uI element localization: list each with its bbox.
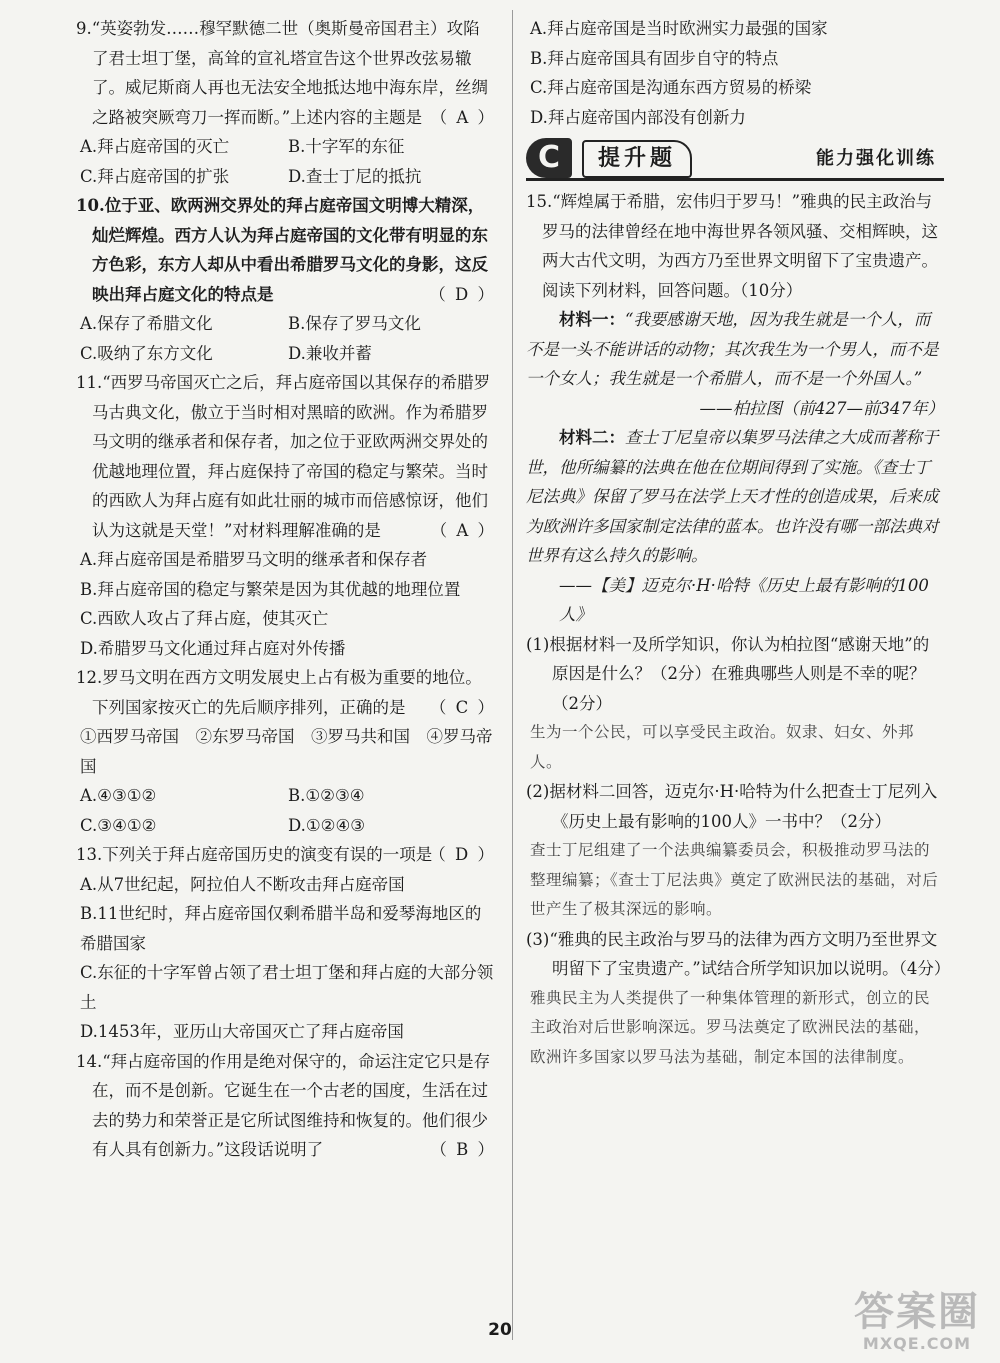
question-9-text: 9.“英姿勃发……穆罕默德二世（奥斯曼帝国君主）攻陷了君士坦丁堡，高耸的宣礼塔宣告这个世界改弦易辙了。威尼斯商人再也无法安全地抵达地中海东岸，丝绸之路被突厥弯刀一挥而断。”上述内容的主题是 (76, 19, 488, 127)
question-14-text: 14.“拜占庭帝国的作用是绝对保守的，命运注定它只是存在，而不是创新。它诞生在一个古老的国度，生活在过去的势力和荣誉正是它所试图维持和恢复的。他们很少有人具有创新力。”这段话说明了 (76, 1051, 491, 1159)
question-11-answer: （ A ） (430, 520, 496, 540)
option-b: B.11世纪时，拜占庭帝国仅剩希腊半岛和爱琴海地区的希腊国家 (80, 904, 482, 953)
option-a: A.拜占庭帝国是希腊罗马文明的继承者和保存者 (80, 550, 428, 569)
question-12-answer: （ C ） (429, 697, 496, 717)
question-14-option-b: B.拜占庭帝国具有固步自守的特点 (530, 48, 779, 68)
option-c: C.东征的十字军曾占领了君士坦丁堡和拜占庭的大部分领土 (80, 963, 494, 1012)
material-1-text: “我要感谢天地，因为我生就是一个人，而不是一头不能讲话的动物；其次我生为一个男人，而不是一个女人；我生就是一个希腊人，而不是一个外国人。” (526, 310, 939, 388)
option-a: A.从7世纪起，阿拉伯人不断攻击拜占庭帝国 (80, 874, 405, 894)
option-c: C.西欧人攻占了拜占庭，使其灭亡 (80, 609, 329, 628)
question-12 (76, 663, 496, 840)
sub-answer-1: 生为一个公民，可以享受民主政治。奴隶、妇女、外邦人。 (530, 723, 915, 771)
material-2-label: 材料二： (559, 428, 625, 447)
page-number: 20 (488, 1320, 512, 1340)
sub-question-2: (2)据材料二回答，迈克尔·H·哈特为什么把查士丁尼列入《历史上最有影响的100人》一书中？（2分） (526, 782, 938, 831)
option-b: B.拜占庭帝国的稳定与繁荣是因为其优越的地理位置 (80, 579, 461, 599)
sub-answer-2: 查士丁尼组建了一个法典编纂委员会，积极推动罗马法的整理编纂；《查士丁尼法典》奠定了欧洲民法的基础，对后世产生了极其深远的影响。 (530, 841, 939, 918)
material-1-label: 材料一： (559, 310, 625, 329)
option-d: D.希腊罗马文化通过拜占庭对外传播 (80, 638, 346, 658)
option-a: A.保存了希腊文化 (80, 314, 213, 333)
question-11-text: 11.“西罗马帝国灭亡之后，拜占庭帝国以其保存的希腊罗马古典文化，傲立于当时相对黑暗的欧洲。作为希腊罗马文明的继承者和保存者，加之位于亚欧两洲交界处的优越地理位置，拜占庭保持了帝国的稳定与繁荣。当时的西欧人为拜占庭有如此壮丽的城市而倍感惊讶，他们认为这就是天堂！”对材料理解准确的是 (76, 373, 491, 540)
option-a: A.拜占庭帝国的灭亡 (80, 137, 230, 156)
option-b: B.①②③④ (288, 786, 365, 805)
option-a: A.④③①② (80, 786, 157, 805)
option-d: D.①②④③ (288, 815, 366, 835)
question-15 (526, 187, 951, 1072)
option-b: B.保存了罗马文化 (288, 314, 421, 333)
question-10 (76, 191, 496, 368)
question-14-answer: （ B ） (430, 1140, 496, 1159)
question-14 (76, 1047, 496, 1165)
question-10-answer: （ D ） (429, 284, 496, 304)
material-2-text: 查士丁尼皇帝以集罗马法律之大成而著称于世，他所编纂的法典在他在位期间得到了实施。《查士丁尼法典》保留了罗马在法学上天才性的创造成果，后来成为欧洲许多国家制定法律的蓝本。也许没有哪一部法典对世界有这么持久的影响。 (526, 428, 939, 565)
watermark-logo (854, 1290, 980, 1353)
section-badge-icon: C (526, 138, 572, 178)
option-d: D.兼收并蓄 (288, 343, 372, 363)
question-9 (76, 14, 496, 191)
option-d: D.查士丁尼的抵抗 (288, 166, 422, 186)
material-2-source: ——【美】迈克尔·H·哈特《历史上最有影响的100人》 (559, 575, 929, 624)
section-title: 提升题 (582, 140, 692, 178)
question-9-options (76, 132, 496, 191)
material-1 (526, 305, 944, 394)
option-c: C.③④①② (80, 815, 157, 835)
watermark-url: MXQE.COM (862, 1334, 972, 1353)
question-14-option-a: A.拜占庭帝国是当时欧洲实力最强的国家 (530, 19, 828, 38)
sub-question-3: (3)“雅典的民主政治与罗马的法律为西方文明乃至世界文明留下了宝贵遗产。”试结合所学知识加以说明。（4分） (526, 929, 951, 978)
question-12-items: ①西罗马帝国 ②东罗马帝国 ③罗马共和国 ④罗马帝国 (80, 727, 493, 776)
question-14-option-d: D.拜占庭帝国内部没有创新力 (530, 107, 746, 127)
right-column (526, 14, 951, 1072)
option-b: B.十字军的东征 (288, 137, 405, 156)
question-12-options (76, 781, 496, 840)
section-banner (526, 138, 944, 181)
sub-question-1: (1)根据材料一及所学知识，你认为柏拉图“感谢天地”的原因是什么？（2分）在雅典哪些人则是不幸的呢？（2分） (526, 634, 930, 713)
material-2 (526, 423, 944, 571)
question-13-text: 13.下列关于拜占庭帝国历史的演变有误的一项是 (76, 845, 433, 864)
question-10-text: 10.位于亚、欧两洲交界处的拜占庭帝国文明博大精深，灿烂辉煌。西方人认为拜占庭帝国的文化带有明显的东方色彩，东方人却从中看出希腊罗马文化的身影，这反映出拜占庭文化的特点是 (76, 196, 488, 304)
option-c: C.拜占庭帝国的扩张 (80, 166, 230, 186)
question-14-option-c: C.拜占庭帝国是沟通东西方贸易的桥梁 (530, 78, 812, 97)
question-13 (76, 840, 496, 1047)
option-c: C.吸纳了东方文化 (80, 343, 213, 363)
question-10-options (76, 309, 496, 368)
section-subtitle: 能力强化训练 (816, 148, 936, 169)
question-13-answer: （ D ） (429, 845, 496, 864)
left-column (76, 14, 496, 1165)
question-9-answer: （ A ） (430, 107, 496, 127)
watermark-title: 答案圈 (854, 1289, 980, 1335)
option-d: D.1453年，亚历山大帝国灭亡了拜占庭帝国 (80, 1022, 404, 1041)
sub-answer-3: 雅典民主为人类提供了一种集体管理的新形式，创立的民主政治对后世影响深远。罗马法奠定了欧洲民法的基础，欧洲许多国家以罗马法为基础，制定本国的法律制度。 (530, 988, 931, 1066)
column-divider (512, 10, 513, 1340)
material-1-source: ——柏拉图（前427—前347年） (699, 398, 944, 418)
question-12-text: 12.罗马文明在西方文明发展史上占有极为重要的地位。下列国家按灭亡的先后顺序排列，正确的是 (76, 668, 482, 717)
question-15-text: 15.“辉煌属于希腊，宏伟归于罗马！”雅典的民主政治与罗马的法律曾经在地中海世界各领风骚、交相辉映，这两大古代文明，为西方乃至世界文明留下了宝贵遗产。阅读下列材料，回答问题。（10分） (526, 192, 938, 300)
question-11 (76, 368, 496, 663)
